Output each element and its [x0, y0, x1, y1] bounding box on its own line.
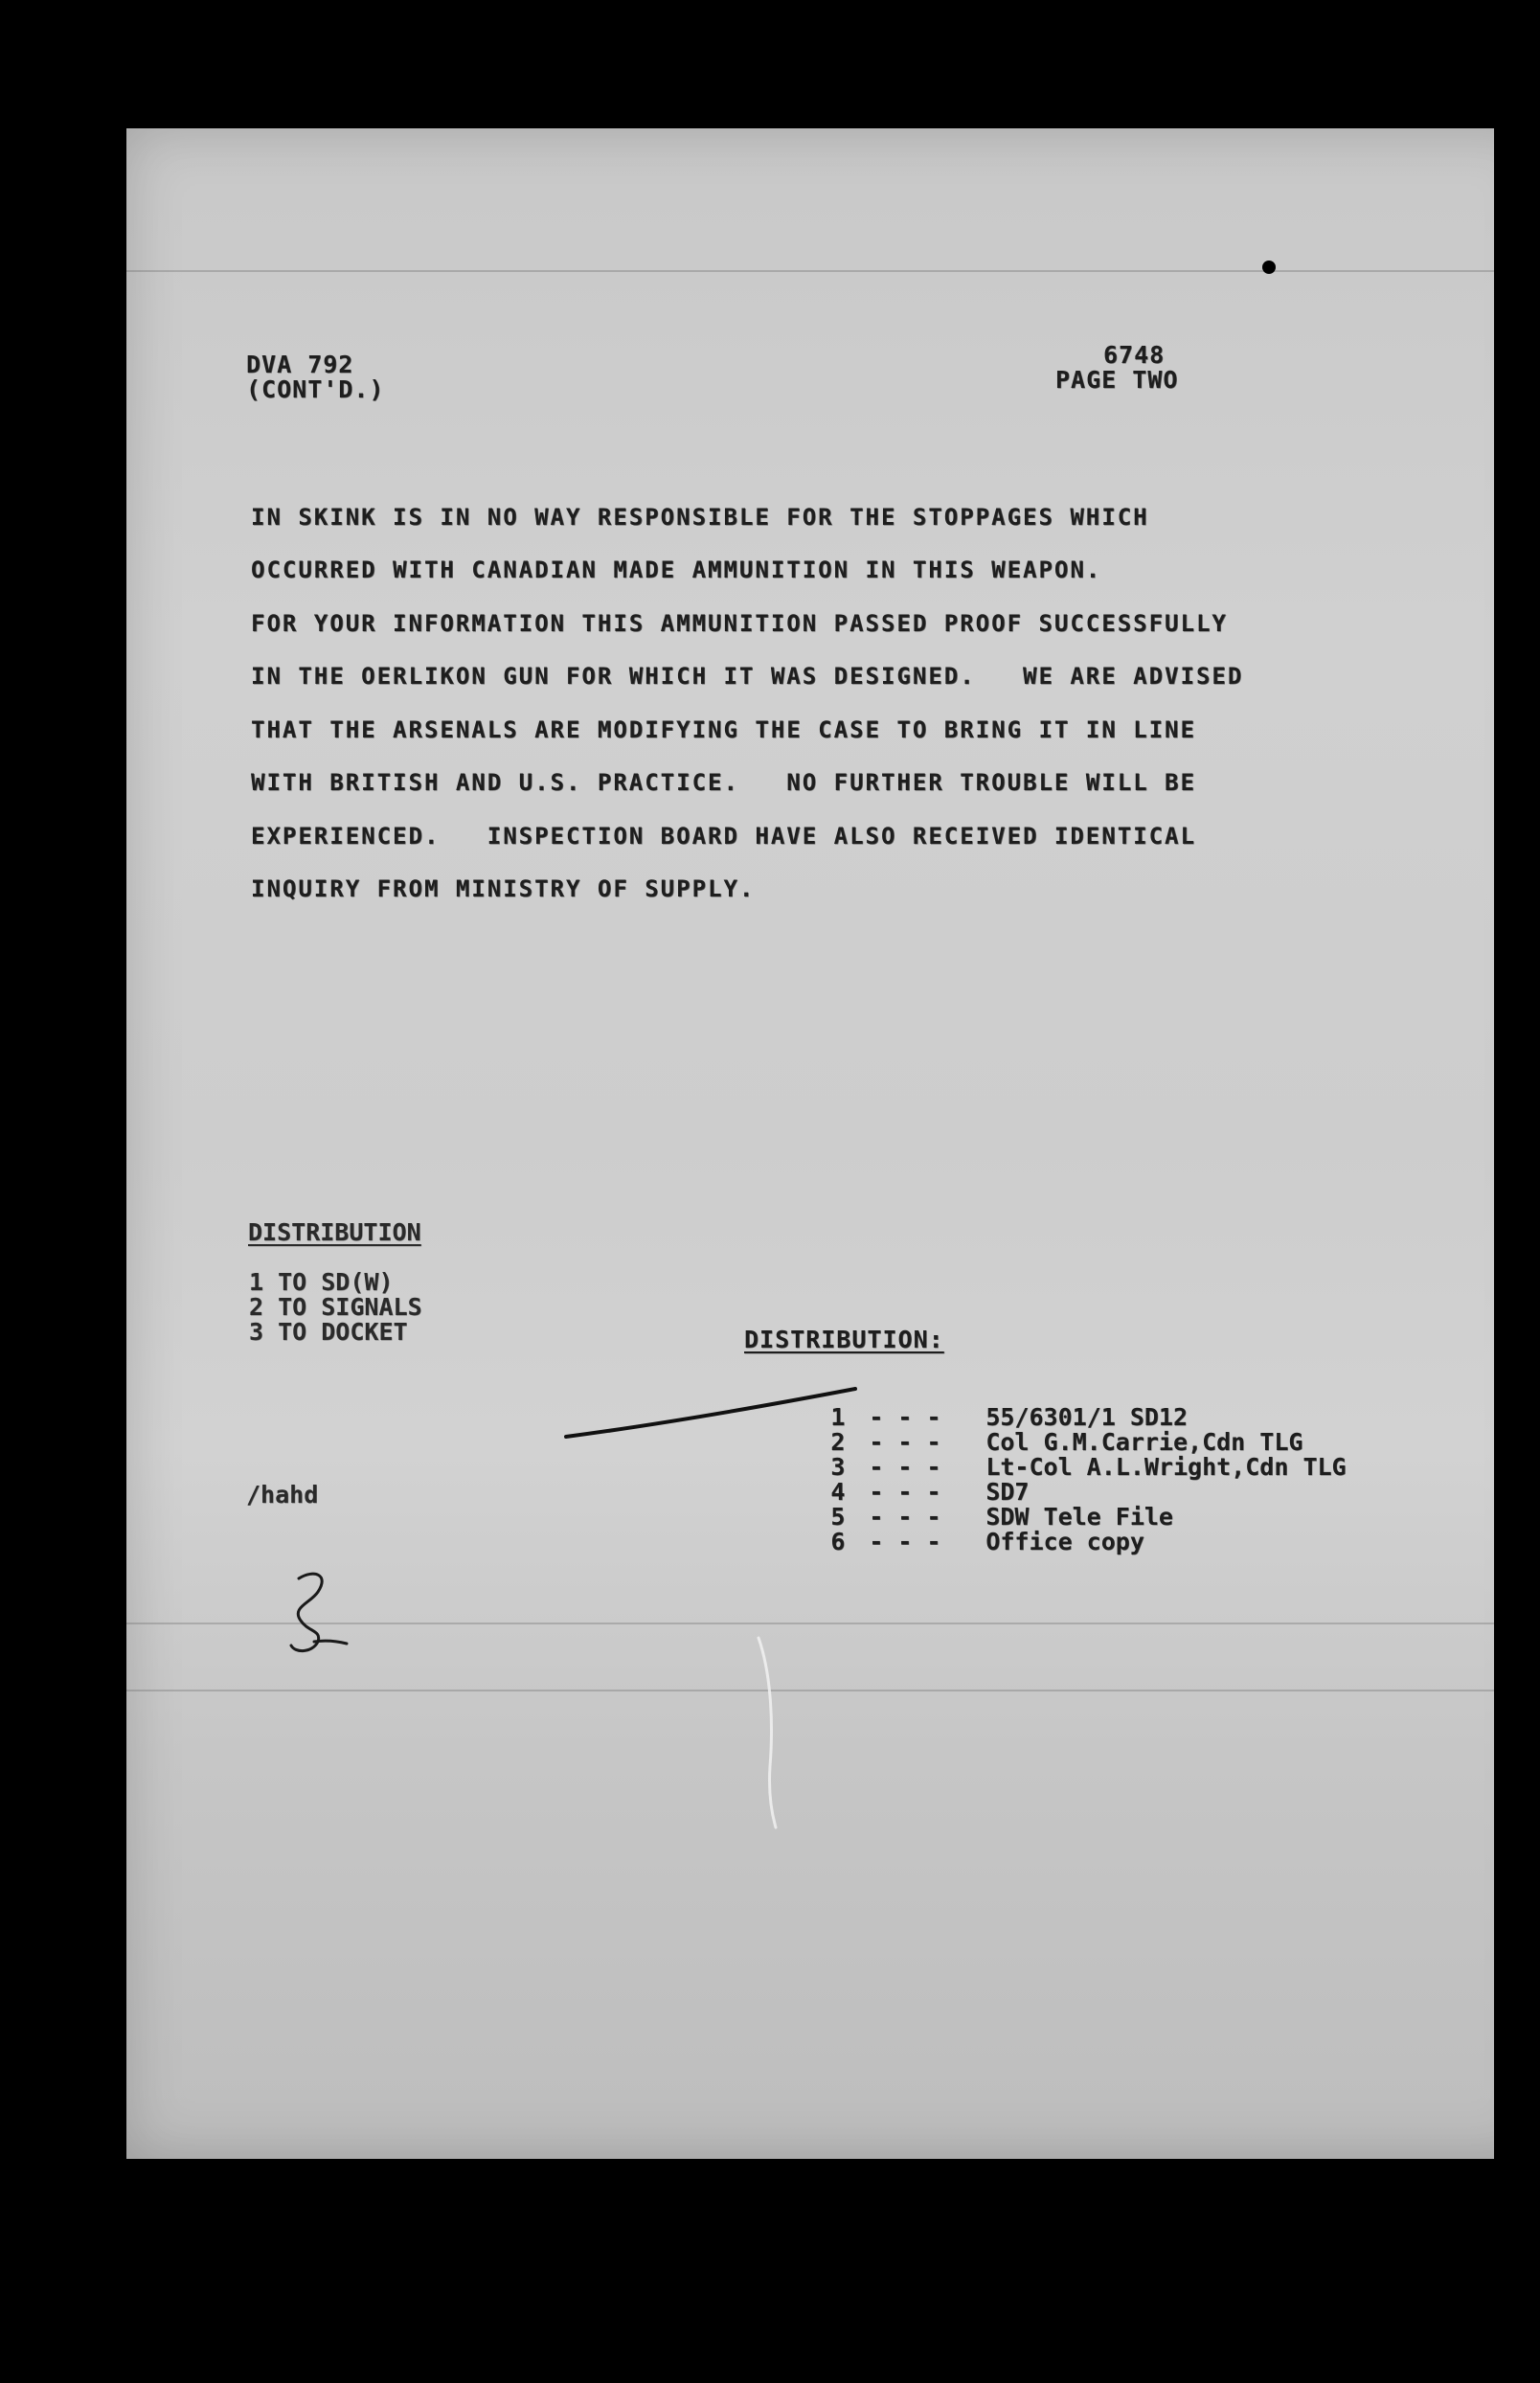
row-number: 3: [830, 1453, 846, 1481]
fold-line: [126, 270, 1540, 272]
reference-number: DVA 792: [246, 351, 354, 378]
row-recipient: SDW Tele File: [985, 1503, 1173, 1531]
page-edge: [1494, 0, 1540, 2383]
row-number: 4: [830, 1478, 846, 1506]
hole-punch-mark: [1262, 261, 1276, 274]
body-line: WITH BRITISH AND U.S. PRACTICE. NO FURTHER TROUBLE WILL BE: [251, 769, 1196, 796]
row-recipient: Lt-Col A.L.Wright,Cdn TLG: [985, 1453, 1347, 1481]
row-number: 1: [830, 1403, 846, 1431]
body-line: THAT THE ARSENALS ARE MODIFYING THE CASE TO BRING IT IN LINE: [251, 716, 1196, 743]
body-line: INQUIRY FROM MINISTRY OF SUPPLY.: [251, 875, 756, 902]
body-line: EXPERIENCED. INSPECTION BOARD HAVE ALSO RECEIVED IDENTICAL: [251, 823, 1196, 850]
distribution-heading-right: DISTRIBUTION:: [744, 1326, 944, 1353]
fold-line: [126, 1690, 1540, 1691]
body-line: IN THE OERLIKON GUN FOR WHICH IT WAS DESIGNED. WE ARE ADVISED: [251, 663, 1244, 690]
reference-continued: (CONT'D.): [246, 375, 385, 403]
body-line: OCCURRED WITH CANADIAN MADE AMMUNITION IN THIS WEAPON.: [251, 556, 1102, 583]
scratch-mark: [749, 1632, 787, 1833]
row-dashes: - - -: [869, 1503, 941, 1531]
row-recipient: SD7: [985, 1478, 1030, 1506]
body-line: IN SKINK IS IN NO WAY RESPONSIBLE FOR THE STOPPAGES WHICH: [251, 504, 1149, 531]
row-dashes: - - -: [869, 1428, 941, 1456]
page-label: PAGE TWO: [1055, 366, 1179, 394]
row-number: 5: [830, 1503, 846, 1531]
distribution-item: 2 TO SIGNALS: [249, 1293, 422, 1321]
row-dashes: - - -: [869, 1528, 941, 1555]
row-dashes: - - -: [869, 1453, 941, 1481]
row-recipient: 55/6301/1 SD12: [985, 1403, 1189, 1431]
distribution-item: 1 TO SD(W): [249, 1268, 394, 1296]
distribution-row: [744, 1500, 1144, 1583]
pencil-mark: [562, 1373, 869, 1450]
message-number: 6748: [1103, 341, 1166, 369]
row-number: 6: [830, 1528, 846, 1555]
handwritten-mark: [280, 1565, 356, 1661]
row-dashes: - - -: [869, 1403, 941, 1431]
distribution-item: 3 TO DOCKET: [249, 1318, 408, 1346]
typist-reference: /hahd: [246, 1481, 319, 1509]
document-page: [126, 128, 1540, 2159]
row-recipient: Office copy: [985, 1528, 1144, 1555]
distribution-heading-left: DISTRIBUTION: [248, 1218, 421, 1246]
body-line: FOR YOUR INFORMATION THIS AMMUNITION PASSED PROOF SUCCESSFULLY: [251, 610, 1228, 637]
row-dashes: - - -: [869, 1478, 941, 1506]
row-recipient: Col G.M.Carrie,Cdn TLG: [985, 1428, 1303, 1456]
row-number: 2: [830, 1428, 846, 1456]
